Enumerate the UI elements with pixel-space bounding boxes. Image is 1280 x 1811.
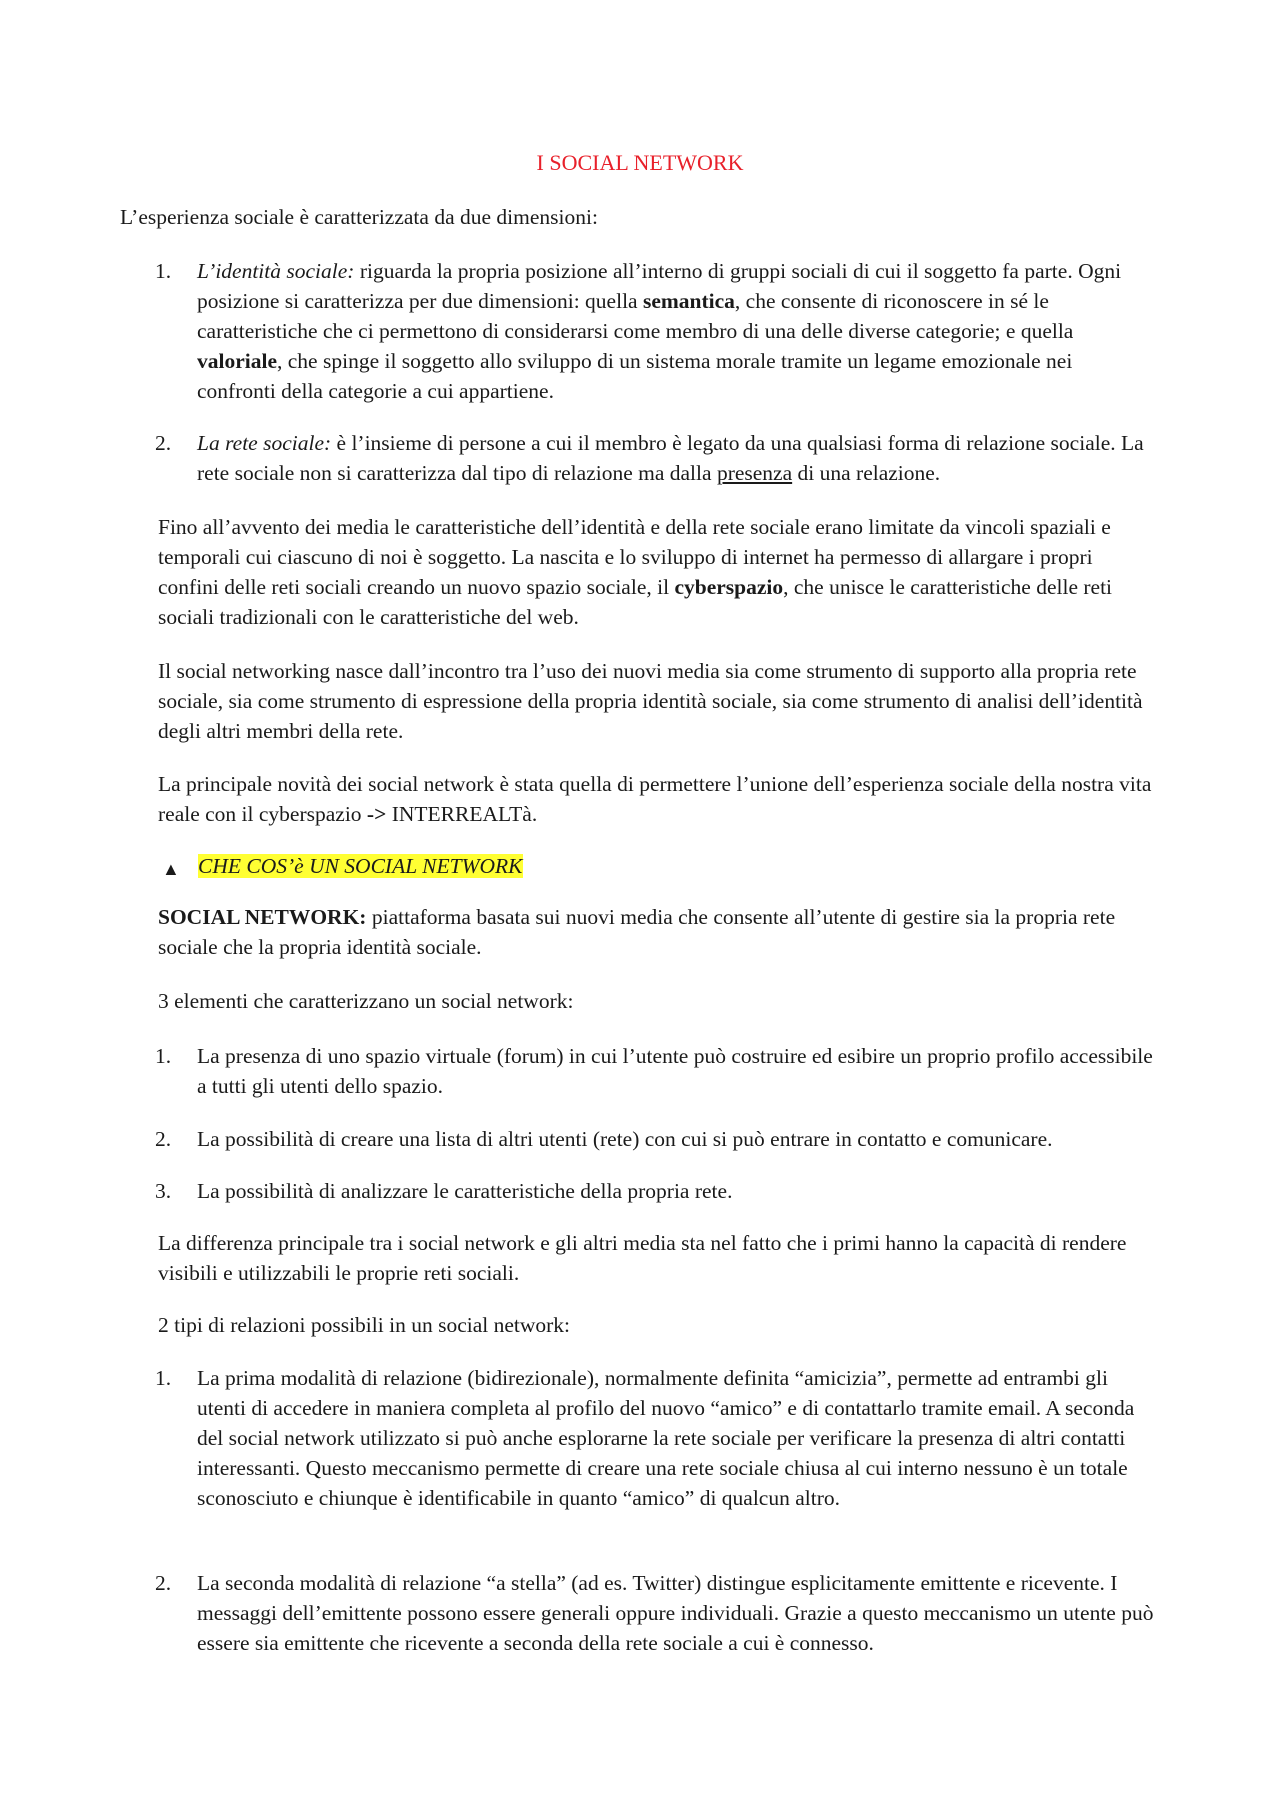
bold-semantica: semantica xyxy=(642,289,735,313)
paragraph-text: INTERREALTà. xyxy=(386,802,538,826)
paragraph: Il social networking nasce dall’incontro tra l’uso dei nuovi media sia come strumento di supporto alla propria rete sociale, sia come strumento di espressione della propria identità sociale, sia come strumento di analisi dell’identità degli altri membri della rete. xyxy=(158,659,1143,743)
list-item-body: La possibilità di creare una lista di altri utenti (rete) con cui si può entrare in contatto e comunicare. xyxy=(197,1127,1053,1151)
paragraph: La differenza principale tra i social network e gli altri media sta nel fatto che i primi hanno la capacità di rendere visibili e utilizzabili le proprie reti sociali. xyxy=(158,1231,1127,1285)
list-item xyxy=(155,256,1155,406)
page-title: I SOCIAL NETWORK xyxy=(536,150,744,175)
list-item xyxy=(155,1124,1155,1154)
list-text: riguarda la propria posizione all’interno di gruppi sociali di cui il soggetto fa parte. Ogni posizione si caratterizza per due dimensioni: quella xyxy=(197,259,1122,313)
list-item xyxy=(155,1568,1155,1658)
term-network: La rete sociale: xyxy=(197,431,332,455)
paragraph xyxy=(158,769,1158,829)
list-text: , che spinge il soggetto allo sviluppo di un sistema morale tramite un legame emozionale nei confronti della categorie a cui appartiene. xyxy=(197,349,1073,403)
list-item-body: La prima modalità di relazione (bidirezionale), normalmente definita “amicizia”, permette ad entrambi gli utenti di accedere in maniera completa al profilo del nuovo “amico” e di contattarlo tramite email. A seconda del social network utilizzato si può anche esplorarne la rete sociale per verificare la presenza di altri contatti interessanti. Questo meccanismo permette di creare una rete sociale chiusa al cui interno nessuno è un totale sconosciuto e chiunque è identificabile in quanto “amico” di qualcun altro. xyxy=(197,1366,1135,1510)
definition-term: SOCIAL NETWORK: xyxy=(158,905,367,929)
list-item xyxy=(155,428,1155,488)
list-number: 1. xyxy=(155,259,172,283)
list-item xyxy=(155,1041,1155,1101)
list-item xyxy=(155,1176,1155,1206)
triangle-bullet-icon: ▲ xyxy=(162,859,180,879)
paragraph xyxy=(158,512,1158,632)
list-item-body: La seconda modalità di relazione “a stella” (ad es. Twitter) distingue esplicitamente emittente e ricevente. I messaggi dell’emittente possono essere generali oppure individuali. Grazie a questo meccanismo un utente può essere sia emittente che ricevente a seconda della rete sociale a cui è connesso. xyxy=(197,1571,1154,1655)
list-item xyxy=(155,1363,1155,1513)
list-text: , che consente di riconoscere in sé le caratteristiche che ci permettono di considerarsi come membro di una delle diverse categorie; e quella xyxy=(197,289,1074,343)
definition-text: piattaforma basata sui nuovi media che consente all’utente di gestire sia la propria rete sociale che la propria identità sociale. xyxy=(158,905,1116,959)
list-number: 2. xyxy=(155,1571,172,1595)
elements-intro: 3 elementi che caratterizzano un social network: xyxy=(158,989,574,1013)
list-item-body xyxy=(197,428,1155,488)
list-number: 2. xyxy=(155,1127,172,1151)
relations-intro: 2 tipi di relazioni possibili in un social network: xyxy=(158,1313,571,1337)
list-item-body xyxy=(197,256,1155,406)
list-text: è l’insieme di persone a cui il membro è legato da una qualsiasi forma di relazione sociale. La rete sociale non si caratterizza dal tipo di relazione ma dalla xyxy=(197,431,1144,485)
list-number: 1. xyxy=(155,1366,172,1390)
bold-valoriale: valoriale xyxy=(197,349,278,373)
arrow-symbol: -> xyxy=(366,802,387,826)
list-item-body: La possibilità di analizzare le caratteristiche della propria rete. xyxy=(197,1179,733,1203)
term-identity: L’identità sociale: xyxy=(197,259,355,283)
paragraph-text: , che unisce le caratteristiche delle reti sociali tradizionali con le caratteristiche del web. xyxy=(158,575,1113,629)
list-number: 3. xyxy=(155,1179,172,1203)
section-heading xyxy=(198,851,523,881)
list-text: di una relazione. xyxy=(792,461,941,485)
definition xyxy=(158,902,1158,962)
list-number: 2. xyxy=(155,431,172,455)
list-item-body: La presenza di uno spazio virtuale (forum) in cui l’utente può costruire ed esibire un proprio profilo accessibile a tutti gli utenti dello spazio. xyxy=(197,1044,1153,1098)
highlighted-heading: CHE COS’è UN SOCIAL NETWORK xyxy=(198,854,523,878)
paragraph-text: Fino all’avvento dei media le caratteristiche dell’identità e della rete sociale erano limitate da vincoli spaziali e temporali cui ciascuno di noi è soggetto. La nascita e lo sviluppo di internet ha permesso di allargare i propri confini delle reti sociali creando un nuovo spazio sociale, il xyxy=(158,515,1111,599)
intro-text: L’esperienza sociale è caratterizzata da due dimensioni: xyxy=(120,205,598,229)
underlined-presenza: presenza xyxy=(716,461,793,485)
paragraph-text: La principale novità dei social network è stata quella di permettere l’unione dell’esperienza sociale della nostra vita reale con il cyberspazio xyxy=(158,772,1152,826)
list-number: 1. xyxy=(155,1044,172,1068)
bold-cyberspazio: cyberspazio xyxy=(674,575,784,599)
